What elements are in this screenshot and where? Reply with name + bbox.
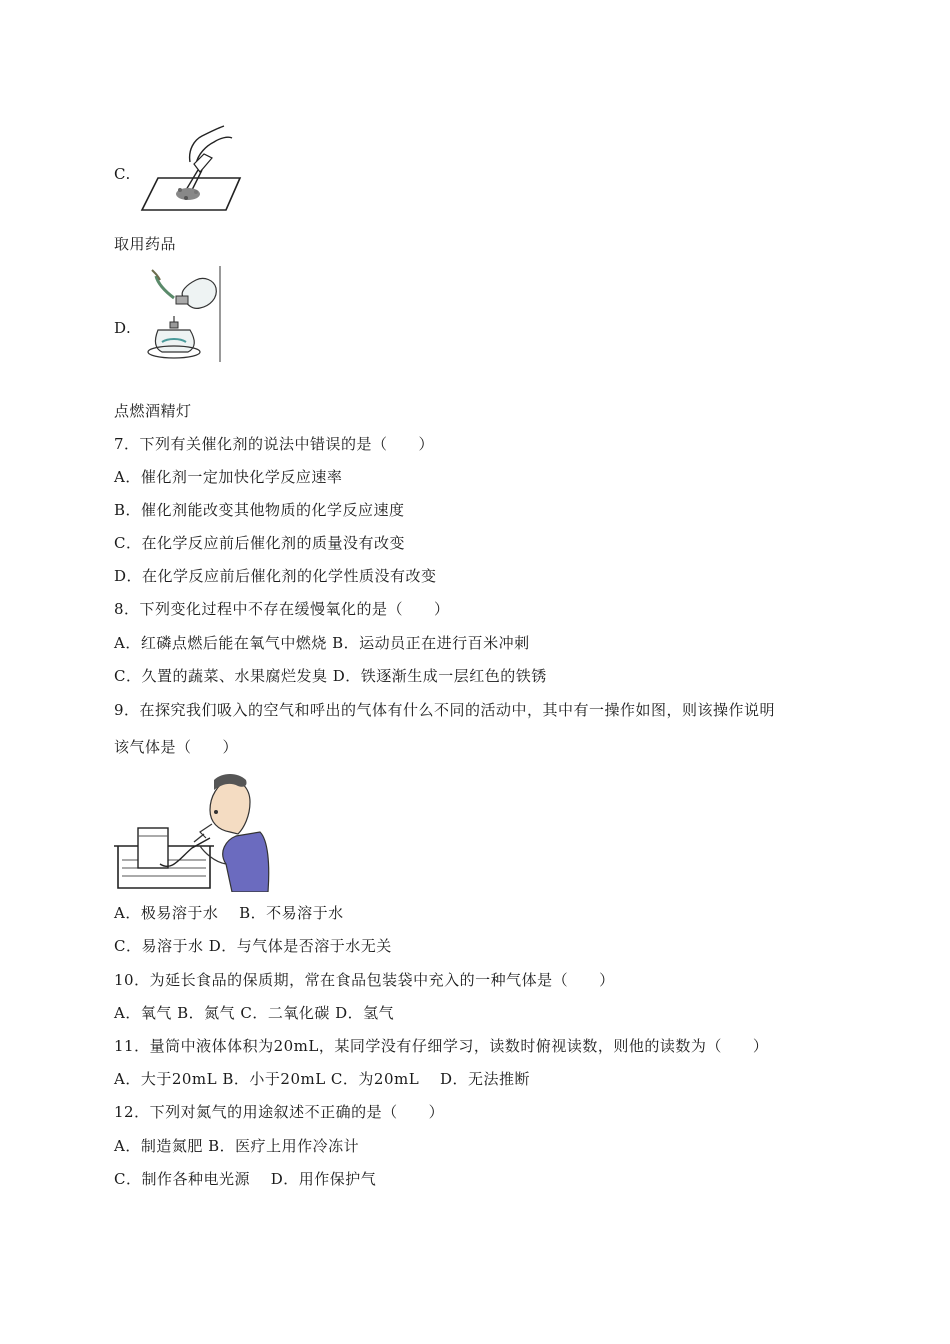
q9-options-line2: C．易溶于水 D．与气体是否溶于水无关	[114, 937, 392, 955]
q11-stem: 11．量筒中液体体积为20mL，某同学没有仔细学习，读数时俯视读数，则他的读数为（ ）	[114, 1037, 769, 1055]
q6-option-c-letter: C.	[114, 165, 131, 183]
q7-option-a: A．催化剂一定加快化学反应速率	[114, 468, 343, 486]
q6-option-c-caption: 取用药品	[114, 235, 177, 253]
q12-options-line2: C．制作各种电光源 D．用作保护气	[114, 1170, 377, 1188]
q7-stem: 7．下列有关催化剂的说法中错误的是（ ）	[114, 435, 435, 453]
q11-options: A．大于20mL B．小于20mL C．为20mL D．无法推断	[114, 1070, 530, 1088]
q7-option-d: D．在化学反应前后催化剂的化学性质没有改变	[114, 567, 437, 585]
q9-options-line1: A．极易溶于水 B．不易溶于水	[114, 904, 344, 922]
q8-options-line1: A．红磷点燃后能在氧气中燃烧 B．运动员正在进行百米冲刺	[114, 634, 530, 652]
q12-stem: 12．下列对氮气的用途叙述不正确的是（ ）	[114, 1103, 445, 1121]
q8-options-line2: C．久置的蔬菜、水果腐烂发臭 D．铁逐渐生成一层红色的铁锈	[114, 667, 547, 685]
q8-stem: 8．下列变化过程中不存在缓慢氧化的是（ ）	[114, 600, 450, 618]
q9-stem-line2: 该气体是（ ）	[114, 738, 239, 756]
q9-stem-line1: 9．在探究我们吸入的空气和呼出的气体有什么不同的活动中，其中有一操作如图，则该操作说明	[114, 701, 776, 719]
q12-options-line1: A．制造氮肥 B．医疗上用作冷冻计	[114, 1137, 360, 1155]
breath-collection-illustration	[114, 768, 270, 892]
q6-option-d-letter: D.	[114, 319, 132, 337]
q6-option-d-caption: 点燃酒精灯	[114, 402, 192, 420]
q10-stem: 10．为延长食品的保质期，常在食品包装袋中充入的一种气体是（ ）	[114, 971, 615, 989]
taking-reagent-illustration	[140, 124, 250, 214]
q10-options: A．氧气 B．氮气 C．二氧化碳 D．氢气	[114, 1004, 395, 1022]
lighting-alcohol-lamp-illustration	[138, 264, 224, 364]
q7-option-c: C．在化学反应前后催化剂的质量没有改变	[114, 534, 405, 552]
q7-option-b: B．催化剂能改变其他物质的化学反应速度	[114, 501, 405, 519]
